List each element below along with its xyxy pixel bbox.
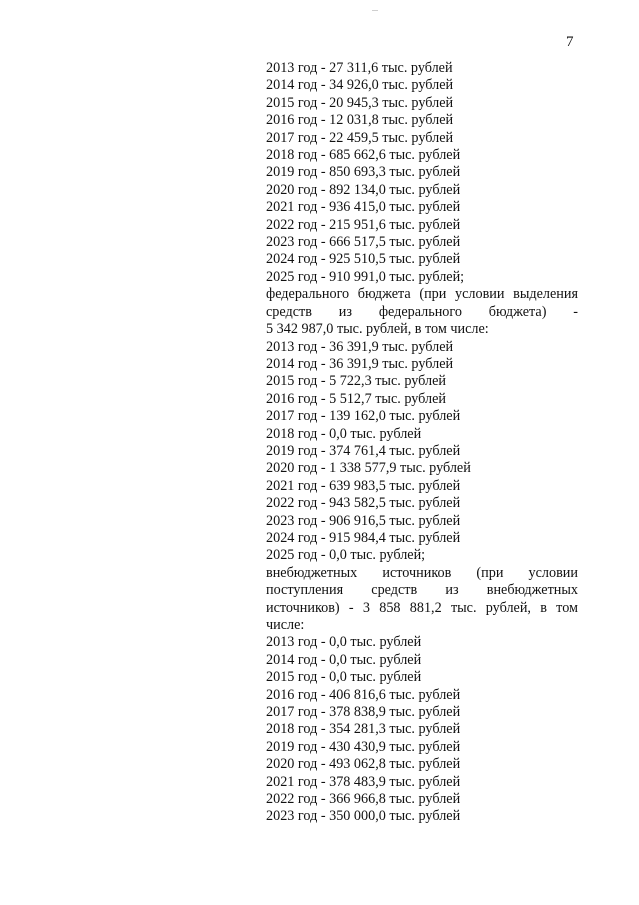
year-amount-line: 2016 год - 5 512,7 тыс. рублей [266, 390, 446, 407]
federal-budget-line-1: федерального бюджета (при условии выделения [266, 286, 578, 303]
scan-mark [372, 10, 378, 11]
extrabudget-years-list [266, 634, 578, 825]
year-amount-line: 2015 год - 5 722,3 тыс. рублей [266, 373, 446, 390]
extrabudget-line-3: источников) - 3 858 881,2 тыс. рублей, в том [266, 599, 578, 616]
page-number: 7 [566, 34, 574, 50]
year-amount-line: 2021 год - 639 983,5 тыс. рублей [266, 477, 461, 494]
year-amount-line: 2014 год - 0,0 тыс. рублей [266, 651, 422, 668]
document-body [266, 60, 578, 826]
year-amount-line: 2025 год - 910 991,0 тыс. рублей; [266, 268, 465, 285]
year-amount-line: 2024 год - 915 984,4 тыс. рублей [266, 529, 461, 546]
year-amount-line: 2023 год - 906 916,5 тыс. рублей [266, 512, 461, 529]
year-amount-line: 2013 год - 0,0 тыс. рублей [266, 634, 422, 651]
year-amount-line: 2020 год - 493 062,8 тыс. рублей [266, 756, 461, 773]
federal-budget-years-list [266, 339, 578, 565]
year-amount-line: 2020 год - 1 338 577,9 тыс. рублей [266, 460, 471, 477]
year-amount-line: 2014 год - 34 926,0 тыс. рублей [266, 77, 454, 94]
year-amount-line: 2015 год - 20 945,3 тыс. рублей [266, 94, 454, 111]
federal-budget-line-3: 5 342 987,0 тыс. рублей, в том числе: [266, 321, 489, 338]
year-amount-line: 2017 год - 139 162,0 тыс. рублей [266, 408, 461, 425]
year-amount-line: 2021 год - 378 483,9 тыс. рублей [266, 773, 461, 790]
regional-budget-years-list [266, 60, 578, 286]
federal-budget-line-2: средств из федерального бюджета) - [266, 303, 578, 320]
year-amount-line: 2017 год - 378 838,9 тыс. рублей [266, 704, 461, 721]
year-amount-line: 2020 год - 892 134,0 тыс. рублей [266, 181, 461, 198]
year-amount-line: 2022 год - 366 966,8 тыс. рублей [266, 791, 461, 808]
year-amount-line: 2016 год - 406 816,6 тыс. рублей [266, 686, 461, 703]
year-amount-line: 2025 год - 0,0 тыс. рублей; [266, 547, 426, 564]
year-amount-line: 2018 год - 685 662,6 тыс. рублей [266, 147, 461, 164]
year-amount-line: 2023 год - 350 000,0 тыс. рублей [266, 808, 461, 825]
year-amount-line: 2019 год - 430 430,9 тыс. рублей [266, 738, 461, 755]
extrabudget-line-4: числе: [266, 617, 305, 633]
year-amount-line: 2022 год - 215 951,6 тыс. рублей [266, 216, 461, 233]
year-amount-line: 2015 год - 0,0 тыс. рублей [266, 669, 422, 686]
year-amount-line: 2021 год - 936 415,0 тыс. рублей [266, 199, 461, 216]
year-amount-line: 2024 год - 925 510,5 тыс. рублей [266, 251, 461, 268]
extrabudget-line-1: внебюджетных источников (при условии [266, 564, 578, 581]
year-amount-line: 2022 год - 943 582,5 тыс. рублей [266, 495, 461, 512]
year-amount-line: 2023 год - 666 517,5 тыс. рублей [266, 234, 461, 251]
extrabudget-line-2: поступления средств из внебюджетных [266, 582, 578, 599]
year-amount-line: 2018 год - 0,0 тыс. рублей [266, 425, 422, 442]
extrabudget-paragraph [266, 565, 578, 635]
year-amount-line: 2017 год - 22 459,5 тыс. рублей [266, 129, 454, 146]
year-amount-line: 2013 год - 36 391,9 тыс. рублей [266, 338, 454, 355]
year-amount-line: 2019 год - 374 761,4 тыс. рублей [266, 442, 461, 459]
federal-budget-paragraph [266, 286, 578, 338]
year-amount-line: 2018 год - 354 281,3 тыс. рублей [266, 721, 461, 738]
year-amount-line: 2016 год - 12 031,8 тыс. рублей [266, 112, 454, 129]
year-amount-line: 2013 год - 27 311,6 тыс. рублей [266, 60, 453, 76]
year-amount-line: 2014 год - 36 391,9 тыс. рублей [266, 355, 454, 372]
year-amount-line: 2019 год - 850 693,3 тыс. рублей [266, 164, 461, 181]
